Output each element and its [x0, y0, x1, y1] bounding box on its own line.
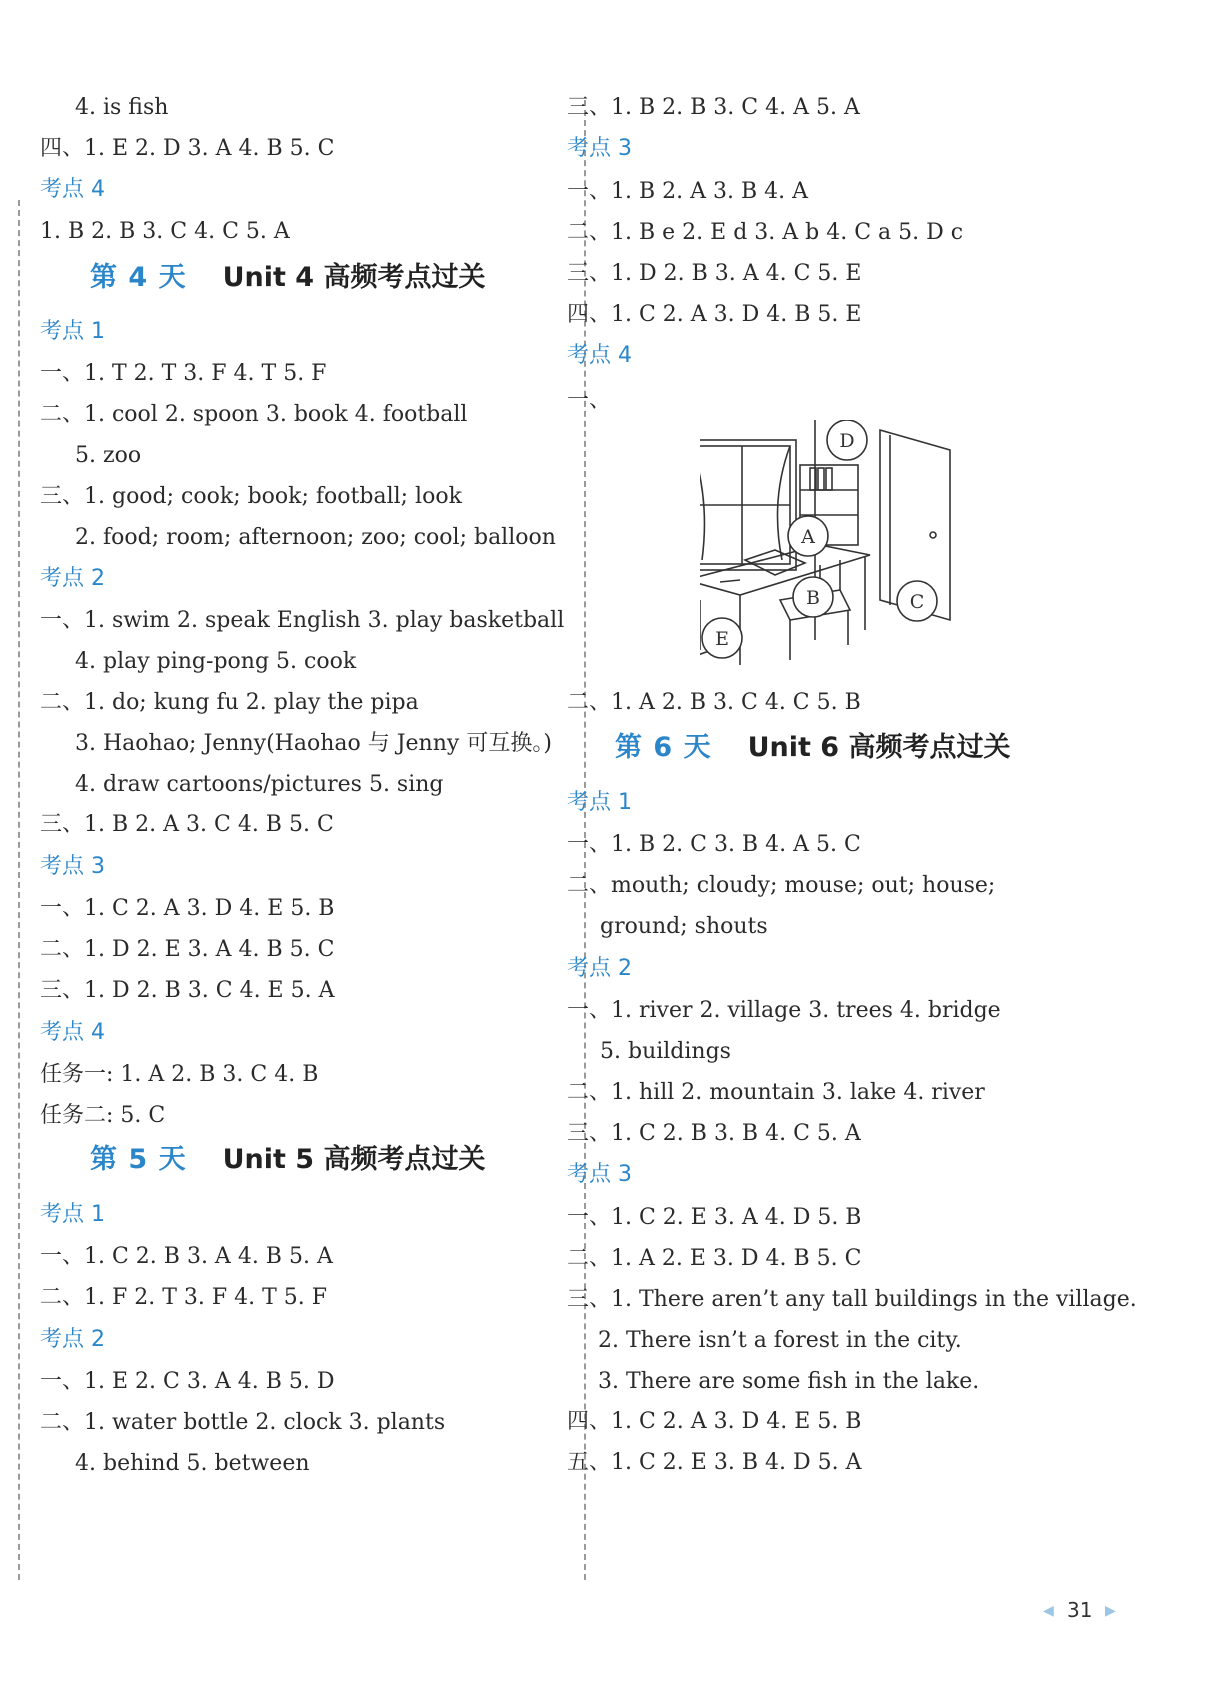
unit-title: Unit 5 高频考点过关	[222, 1144, 486, 1175]
answer-line: 三、1. B 2. A 3. C 4. B 5. C	[40, 812, 334, 837]
answer-line: 三、1. D 2. B 3. A 4. C 5. E	[567, 261, 862, 286]
answer-line: 三、1. There aren’t any tall buildings in the village.	[567, 1287, 1137, 1312]
answer-line: 一、1. E 2. C 3. A 4. B 5. D	[40, 1369, 335, 1394]
answer-line: 四、1. C 2. A 3. D 4. B 5. E	[567, 302, 862, 327]
answer-line: 一、1. river 2. village 3. trees 4. bridge	[567, 998, 1001, 1023]
answer-line: 三、1. B 2. B 3. C 4. A 5. A	[567, 95, 860, 120]
answer-line: 二、1. B e 2. E d 3. A b 4. C a 5. D c	[567, 220, 964, 245]
label-b: B	[806, 587, 820, 609]
section-heading: 考点 4	[40, 1020, 105, 1045]
day-label: 第 6 天	[615, 732, 712, 763]
answer-line: 4. draw cartoons/pictures 5. sing	[75, 772, 444, 797]
answer-line: 2. food; room; afternoon; zoo; cool; balloon	[75, 525, 556, 550]
label-a: A	[801, 526, 815, 548]
answer-line: 一、1. B 2. C 3. B 4. A 5. C	[567, 832, 861, 857]
answer-line: 四、1. C 2. A 3. D 4. E 5. B	[567, 1409, 862, 1434]
answer-line: 二、1. D 2. E 3. A 4. B 5. C	[40, 937, 335, 962]
answer-line: 4. is fish	[75, 95, 169, 120]
answer-line: 二、1. A 2. E 3. D 4. B 5. C	[567, 1246, 862, 1271]
answer-line: 一、1. C 2. E 3. A 4. D 5. B	[567, 1205, 862, 1230]
answer-line: 二、1. A 2. B 3. C 4. C 5. B	[567, 690, 861, 715]
answer-line: 一、1. C 2. B 3. A 4. B 5. A	[40, 1244, 333, 1269]
unit-title: Unit 6 高频考点过关	[747, 732, 1011, 763]
answer-line: 一、	[567, 388, 612, 413]
section-heading: 考点 2	[567, 956, 632, 981]
answer-line: 二、mouth; cloudy; mouse; out; house;	[567, 873, 996, 898]
day-label: 第 5 天	[90, 1144, 187, 1175]
answer-line: 四、1. E 2. D 3. A 4. B 5. C	[40, 136, 335, 161]
answer-line: 五、1. C 2. E 3. B 4. D 5. A	[567, 1450, 862, 1475]
answer-line: 二、1. water bottle 2. clock 3. plants	[40, 1410, 446, 1435]
section-heading: 考点 1	[40, 1202, 105, 1227]
day-heading-4	[90, 263, 486, 295]
room-illustration	[700, 420, 1030, 710]
day-heading-5	[90, 1145, 486, 1177]
answer-line: 2. There isn’t a forest in the city.	[598, 1328, 962, 1353]
day-label: 第 4 天	[90, 262, 187, 293]
answer-line: 一、1. swim 2. speak English 3. play basketball	[40, 608, 565, 633]
answer-line: 任务二: 5. C	[40, 1103, 166, 1128]
answer-line: 一、1. B 2. A 3. B 4. A	[567, 179, 809, 204]
section-heading: 考点 4	[40, 177, 105, 202]
section-heading: 考点 3	[567, 1162, 632, 1187]
section-heading: 考点 3	[40, 854, 105, 879]
section-heading: 考点 2	[40, 1327, 105, 1352]
answer-line: 1. B 2. B 3. C 4. C 5. A	[40, 219, 290, 244]
answer-line: 3. Haohao; Jenny(Haohao 与 Jenny 可互换。)	[75, 731, 552, 756]
prev-page-icon: ◀	[1043, 1603, 1054, 1619]
answer-line: 4. behind 5. between	[75, 1451, 310, 1476]
day-heading-6	[615, 733, 1011, 765]
answer-line: 一、1. T 2. T 3. F 4. T 5. F	[40, 361, 327, 386]
label-c: C	[909, 591, 925, 613]
section-heading: 考点 2	[40, 566, 105, 591]
answer-line: 二、1. hill 2. mountain 3. lake 4. river	[567, 1080, 985, 1105]
label-d: D	[839, 430, 855, 452]
answer-line: 任务一: 1. A 2. B 3. C 4. B	[40, 1062, 319, 1087]
unit-title: Unit 4 高频考点过关	[222, 262, 486, 293]
section-heading: 考点 1	[567, 790, 632, 815]
left-margin-divider	[18, 200, 20, 1580]
answer-line: 5. buildings	[600, 1039, 731, 1064]
answer-line: 三、1. C 2. B 3. B 4. C 5. A	[567, 1121, 861, 1146]
answer-line: 三、1. good; cook; book; football; look	[40, 484, 462, 509]
answer-line: 二、1. F 2. T 3. F 4. T 5. F	[40, 1285, 328, 1310]
answer-line: 4. play ping-pong 5. cook	[75, 649, 357, 674]
answer-line: 5. zoo	[75, 443, 142, 468]
answer-line: 二、1. cool 2. spoon 3. book 4. football	[40, 402, 468, 427]
answer-line: ground; shouts	[600, 914, 768, 939]
label-e: E	[715, 628, 729, 650]
section-heading: 考点 3	[567, 136, 632, 161]
next-page-icon: ▶	[1105, 1603, 1116, 1619]
section-heading: 考点 1	[40, 319, 105, 344]
answer-line: 3. There are some fish in the lake.	[598, 1369, 980, 1394]
answer-line: 二、1. do; kung fu 2. play the pipa	[40, 690, 419, 715]
page-number: 31	[1067, 1598, 1093, 1622]
section-heading: 考点 4	[567, 343, 632, 368]
answer-line: 一、1. C 2. A 3. D 4. E 5. B	[40, 896, 335, 921]
answer-line: 三、1. D 2. B 3. C 4. E 5. A	[40, 978, 335, 1003]
